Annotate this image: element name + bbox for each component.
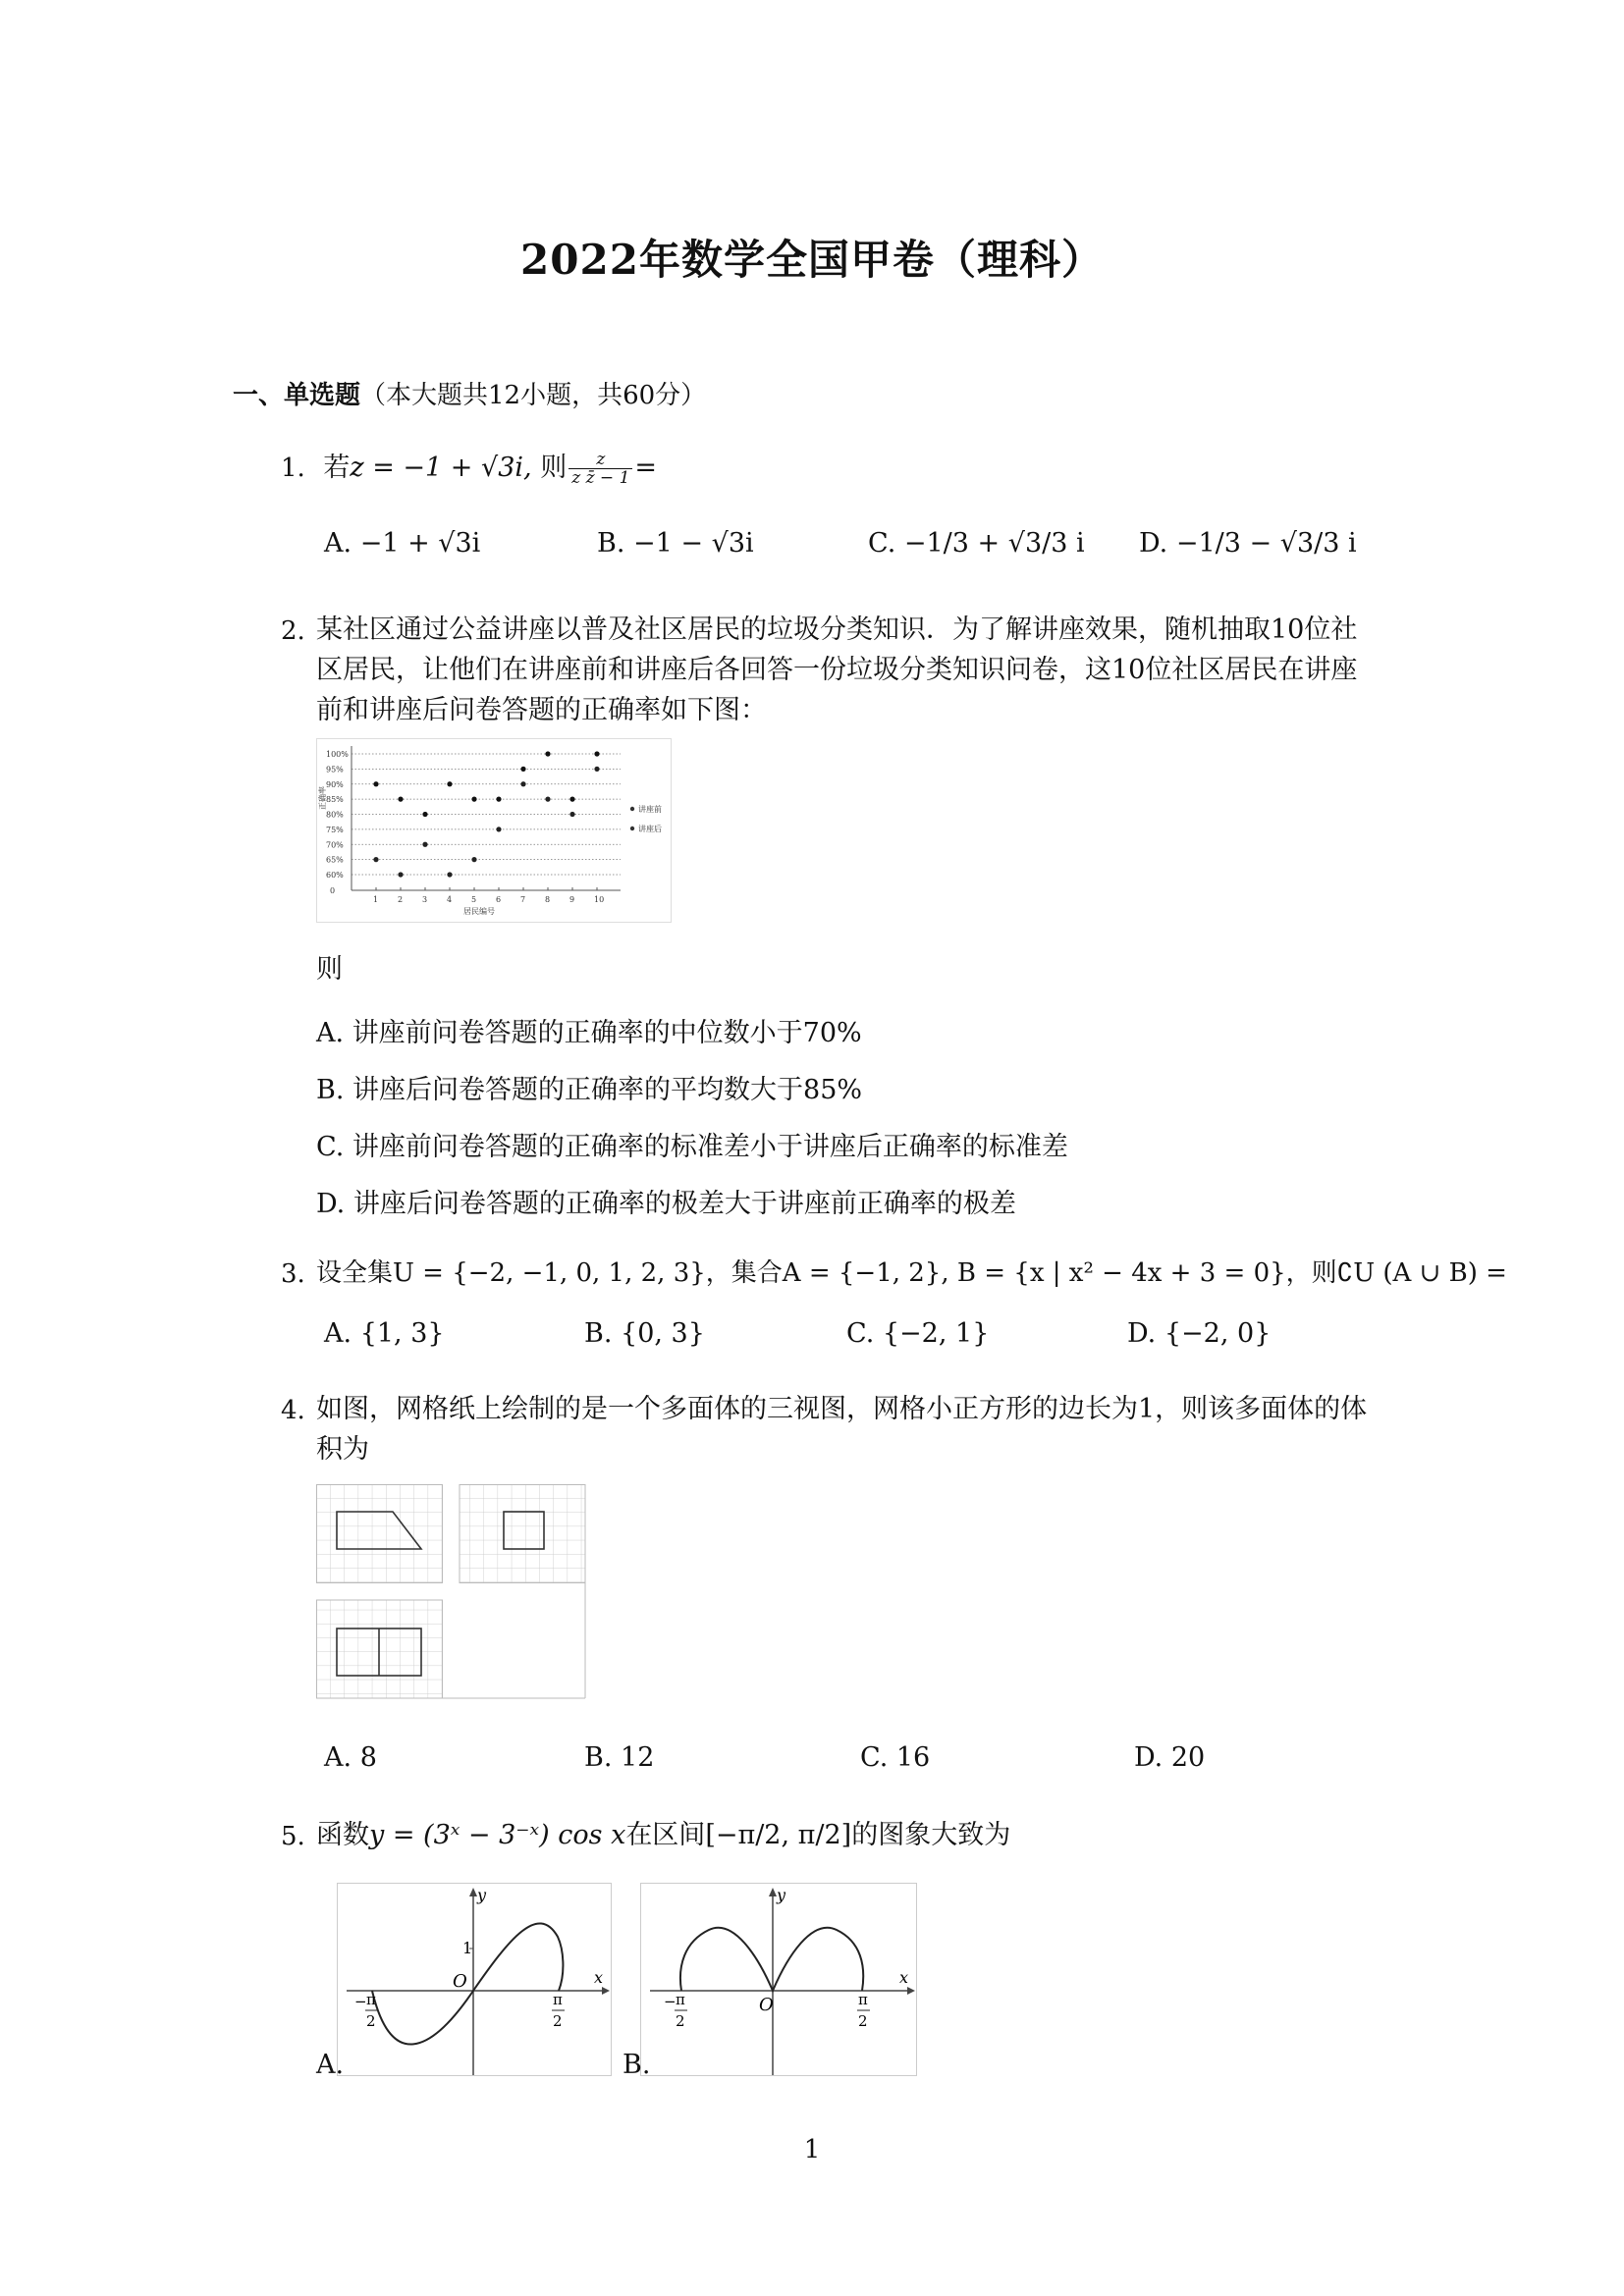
q1-equation: z = −1 + √3i, bbox=[350, 453, 532, 483]
y-label: y bbox=[777, 1886, 786, 1904]
pos-two: 2 bbox=[553, 2012, 563, 2030]
option-text: 讲座后问卷答题的正确率的平均数大于85% bbox=[352, 1075, 863, 1105]
x-tick-label: 7 bbox=[520, 895, 526, 904]
question-number: 2. bbox=[281, 616, 305, 646]
three-view-figure bbox=[316, 1484, 593, 1705]
q2-option-a[interactable] bbox=[316, 1011, 862, 1049]
graph-option-a[interactable] bbox=[337, 1883, 612, 2076]
q4-line-1: 如图，网格纸上绘制的是一个多面体的三视图，网格小正方形的边长为1，则该多面体的体 bbox=[316, 1394, 1368, 1424]
data-point-讲座前 bbox=[496, 827, 501, 831]
accuracy-scatter-chart bbox=[316, 738, 672, 923]
data-point-讲座后 bbox=[422, 812, 427, 817]
q5-option-b-label[interactable]: B. bbox=[623, 2050, 651, 2080]
y-tick-label: 80% bbox=[326, 810, 344, 820]
legend-marker bbox=[630, 807, 634, 811]
section-note: （本大题共12小题，共60分） bbox=[360, 381, 707, 410]
y-tick-label: 65% bbox=[326, 855, 344, 865]
option-label: C. bbox=[316, 1132, 345, 1162]
option-text: 讲座前问卷答题的正确率的标准差小于讲座后正确率的标准差 bbox=[352, 1132, 1068, 1162]
x-axis-arrow bbox=[907, 1987, 915, 1995]
q1-suffix: = bbox=[634, 453, 658, 483]
data-point-讲座后 bbox=[373, 781, 378, 786]
pos-pi: π bbox=[858, 1991, 868, 2008]
tick-one: 1 bbox=[462, 1939, 473, 1957]
q1-option-a[interactable] bbox=[324, 528, 480, 559]
q5-function: y = (3ˣ − 3⁻ˣ) cos x bbox=[369, 1820, 626, 1850]
section-label: 一、单选题 bbox=[233, 381, 361, 410]
x-tick-label: 3 bbox=[422, 895, 428, 904]
y-tick-label: 70% bbox=[326, 840, 344, 850]
option-label: C. bbox=[846, 1318, 875, 1349]
x-label: x bbox=[594, 1968, 604, 1987]
q2-option-b[interactable] bbox=[316, 1068, 862, 1106]
data-point-讲座后 bbox=[447, 781, 452, 786]
graph-frame bbox=[338, 1884, 612, 2076]
q4-option-a[interactable] bbox=[324, 1742, 377, 1773]
legend-label: 讲座前 bbox=[638, 805, 662, 814]
y-tick-label: 85% bbox=[326, 795, 344, 805]
option-text: 12 bbox=[621, 1742, 655, 1773]
data-point-讲座后 bbox=[398, 797, 403, 802]
x-tick-label: 5 bbox=[471, 895, 477, 904]
option-text: −1/3 − √3/3 i bbox=[1175, 528, 1357, 559]
y-label: y bbox=[477, 1886, 487, 1904]
function-curve bbox=[680, 1928, 863, 1991]
neg-two: 2 bbox=[366, 2012, 376, 2030]
x-tick-label: 1 bbox=[373, 895, 379, 904]
q5-text-a: 函数 bbox=[316, 1820, 369, 1850]
x-tick-label: 4 bbox=[447, 895, 453, 904]
data-point-讲座后 bbox=[569, 797, 574, 802]
x-tick-label: 9 bbox=[569, 895, 575, 904]
x-tick-label: 8 bbox=[545, 895, 551, 904]
option-label: A. bbox=[324, 1742, 352, 1773]
x-tick-label: 6 bbox=[496, 895, 502, 904]
q5-text-b: 在区间 bbox=[625, 1820, 706, 1850]
data-point-讲座前 bbox=[569, 812, 574, 817]
origin-label: O bbox=[759, 1995, 774, 2015]
question-number: 5. bbox=[281, 1822, 305, 1851]
option-label: D. bbox=[316, 1189, 346, 1219]
option-text: {−2, 1} bbox=[882, 1318, 990, 1349]
option-label: D. bbox=[1139, 528, 1168, 559]
option-text: 20 bbox=[1170, 1742, 1206, 1773]
q2-line-1: 某社区通过公益讲座以普及社区居民的垃圾分类知识．为了解讲座效果，随机抽取10位社 bbox=[316, 614, 1358, 645]
question-1 bbox=[281, 447, 657, 490]
pos-two: 2 bbox=[858, 2012, 868, 2030]
neg-sign: − bbox=[354, 1993, 367, 2010]
q1-option-b[interactable] bbox=[597, 528, 754, 559]
pos-pi: π bbox=[553, 1991, 563, 2008]
question-number: 3. bbox=[281, 1259, 305, 1289]
legend-marker bbox=[630, 827, 634, 830]
y-tick-label: 100% bbox=[326, 750, 349, 759]
q2-option-d[interactable] bbox=[316, 1182, 1016, 1220]
q5-text bbox=[316, 1814, 1010, 1857]
q3-option-b[interactable] bbox=[584, 1318, 705, 1349]
option-label: D. bbox=[1127, 1318, 1157, 1349]
q3-option-d[interactable] bbox=[1127, 1318, 1271, 1349]
option-text: 16 bbox=[895, 1742, 931, 1773]
data-point-讲座后 bbox=[496, 797, 501, 802]
q1-fraction bbox=[568, 451, 632, 487]
data-point-讲座后 bbox=[594, 751, 599, 756]
y-tick-label: 0 bbox=[330, 886, 336, 895]
q2-line-3: 前和讲座后问卷答题的正确率如下图： bbox=[316, 695, 767, 725]
y-axis-label: 正确率 bbox=[318, 786, 327, 810]
neg-pi: π bbox=[366, 1991, 376, 2008]
data-point-讲座后 bbox=[471, 797, 476, 802]
option-text: 讲座前问卷答题的正确率的中位数小于70% bbox=[352, 1018, 862, 1048]
q2-line-2: 区居民，让他们在讲座前和讲座后各回答一份垃圾分类知识问卷，这10位社区居民在讲座 bbox=[316, 655, 1358, 685]
data-point-讲座前 bbox=[520, 781, 525, 786]
data-point-讲座前 bbox=[398, 872, 403, 877]
q5-text-c: 的图象大致为 bbox=[851, 1820, 1011, 1850]
option-text: −1 − √3i bbox=[633, 528, 754, 559]
data-point-讲座后 bbox=[545, 751, 550, 756]
option-label: B. bbox=[316, 1075, 345, 1105]
q1-option-d[interactable] bbox=[1139, 528, 1357, 559]
option-label: B. bbox=[584, 1318, 613, 1349]
option-text: 8 bbox=[359, 1742, 377, 1773]
y-tick-label: 60% bbox=[326, 871, 344, 880]
x-tick-label: 10 bbox=[594, 895, 605, 904]
neg-two: 2 bbox=[676, 2012, 685, 2030]
data-point-讲座前 bbox=[422, 842, 427, 847]
data-point-讲座前 bbox=[545, 797, 550, 802]
option-label: A. bbox=[324, 528, 352, 559]
y-tick-label: 75% bbox=[326, 825, 344, 834]
q2-option-c[interactable] bbox=[316, 1125, 1068, 1163]
option-text: 讲座后问卷答题的正确率的极差大于讲座前正确率的极差 bbox=[352, 1189, 1016, 1219]
q1-frac-num: z bbox=[568, 451, 632, 469]
q4-option-b[interactable] bbox=[584, 1742, 654, 1773]
q1-then: 则 bbox=[540, 453, 568, 483]
side-view-grid bbox=[460, 1485, 585, 1583]
option-text: −1/3 + √3/3 i bbox=[903, 528, 1085, 559]
data-point-讲座前 bbox=[447, 872, 452, 877]
chart-frame bbox=[317, 739, 672, 923]
neg-pi: π bbox=[676, 1991, 685, 2008]
option-text: −1 + √3i bbox=[359, 528, 481, 559]
q4-option-c[interactable] bbox=[860, 1742, 930, 1773]
page-title: 2022年数学全国甲卷（理科） bbox=[520, 236, 1104, 284]
option-label: A. bbox=[316, 1018, 345, 1048]
q1-frac-den: z z̄ − 1 bbox=[571, 468, 630, 488]
question-number: 1. bbox=[281, 454, 305, 483]
option-label: A. bbox=[324, 1318, 352, 1349]
option-label: C. bbox=[868, 528, 896, 559]
x-axis-arrow bbox=[602, 1987, 610, 1995]
option-label: C. bbox=[860, 1742, 889, 1773]
q4-option-d[interactable] bbox=[1134, 1742, 1205, 1773]
option-label: B. bbox=[584, 1742, 613, 1773]
y-tick-label: 95% bbox=[326, 765, 344, 774]
q3-option-c[interactable] bbox=[846, 1318, 989, 1349]
neg-sign: − bbox=[664, 1993, 677, 2010]
page-number: 1 bbox=[803, 2135, 821, 2164]
data-point-讲座前 bbox=[373, 857, 378, 862]
q4-line-2: 积为 bbox=[316, 1434, 369, 1465]
data-point-讲座前 bbox=[594, 767, 599, 772]
data-point-讲座后 bbox=[520, 767, 525, 772]
q1-option-c[interactable] bbox=[868, 528, 1085, 559]
front-view-grid bbox=[317, 1485, 443, 1583]
option-text: {0, 3} bbox=[621, 1318, 705, 1349]
option-text: {1, 3} bbox=[359, 1318, 445, 1349]
option-text: {−2, 0} bbox=[1164, 1318, 1272, 1349]
origin-label: O bbox=[453, 1971, 467, 1992]
legend-label: 讲座后 bbox=[638, 825, 662, 833]
q5-option-a-label[interactable]: A. bbox=[316, 2050, 345, 2080]
q1-prefix: 若 bbox=[323, 453, 351, 483]
x-axis-label: 居民编号 bbox=[463, 907, 495, 916]
graph-option-b[interactable] bbox=[640, 1883, 917, 2076]
option-label: B. bbox=[597, 528, 625, 559]
section-heading bbox=[233, 375, 706, 411]
x-label: x bbox=[899, 1968, 909, 1987]
y-axis-arrow bbox=[769, 1888, 777, 1896]
x-tick-label: 2 bbox=[398, 895, 404, 904]
q3-text: 设全集U = {−2, −1, 0, 1, 2, 3}，集合A = {−1, 2}, B = {x | x² − 4x + 3 = 0}，则∁U (A ∪ B) = bbox=[316, 1258, 1507, 1288]
question-number: 4. bbox=[281, 1396, 305, 1425]
y-tick-label: 90% bbox=[326, 779, 344, 789]
q2-then: 则 bbox=[316, 954, 343, 985]
q3-option-a[interactable] bbox=[324, 1318, 445, 1349]
q5-interval: [−π/2, π/2] bbox=[705, 1820, 852, 1850]
data-point-讲座前 bbox=[471, 857, 476, 862]
y-axis-arrow bbox=[469, 1888, 477, 1896]
option-label: D. bbox=[1134, 1742, 1164, 1773]
